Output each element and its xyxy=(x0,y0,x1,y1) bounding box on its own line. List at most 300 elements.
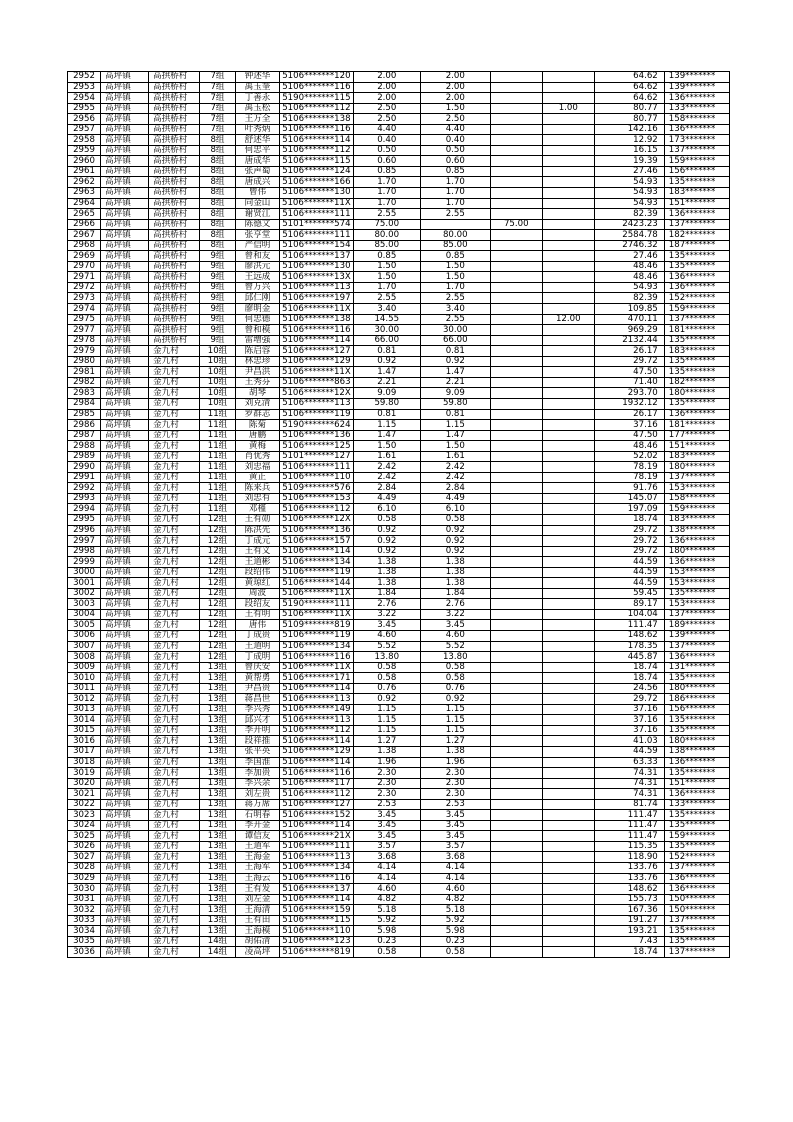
cell-village: 金九村 xyxy=(149,367,200,378)
cell-name: 王海云 xyxy=(236,873,280,884)
cell-amount: 59.45 xyxy=(594,588,664,599)
cell-area-b xyxy=(490,820,542,831)
cell-total-area: 1.50 xyxy=(353,261,420,272)
cell-area-c xyxy=(542,588,594,599)
cell-name: 黄正 xyxy=(236,472,280,483)
cell-area-b xyxy=(490,209,542,220)
cell-amount: 2423.23 xyxy=(594,219,664,230)
cell-town: 高坪镇 xyxy=(101,282,149,293)
cell-village: 金九村 xyxy=(149,641,200,652)
cell-total-area: 75.00 xyxy=(353,219,420,230)
cell-area-b xyxy=(490,388,542,399)
cell-name: 王有明 xyxy=(236,609,280,620)
cell-phone: 180******* xyxy=(664,736,729,747)
cell-area-c xyxy=(542,398,594,409)
cell-group: 13组 xyxy=(200,810,236,821)
cell-group: 13组 xyxy=(200,852,236,863)
cell-town: 高坪镇 xyxy=(101,156,149,167)
cell-area-b xyxy=(490,747,542,758)
cell-group: 8组 xyxy=(200,135,236,146)
cell-phone: 135******* xyxy=(664,251,729,262)
cell-area-c xyxy=(542,430,594,441)
cell-amount: 111.47 xyxy=(594,810,664,821)
cell-name: 钟述华 xyxy=(236,72,280,83)
table-row xyxy=(68,103,730,114)
cell-town: 高坪镇 xyxy=(101,441,149,452)
cell-phone: 136******* xyxy=(664,93,729,104)
cell-name: 尹昌贵 xyxy=(236,683,280,694)
cell-row-number: 3004 xyxy=(68,609,101,620)
cell-name: 凌高坪 xyxy=(236,947,280,958)
cell-total-area: 14.55 xyxy=(353,314,420,325)
cell-phone: 137******* xyxy=(664,641,729,652)
cell-amount: 54.93 xyxy=(594,177,664,188)
table-row xyxy=(68,873,730,884)
cell-row-number: 3029 xyxy=(68,873,101,884)
cell-area-c xyxy=(542,135,594,146)
table-row xyxy=(68,325,730,336)
cell-area-c xyxy=(542,863,594,874)
cell-amount: 104.04 xyxy=(594,609,664,620)
cell-town: 高坪镇 xyxy=(101,588,149,599)
cell-area-a: 3.45 xyxy=(420,831,490,842)
cell-area-c xyxy=(542,335,594,346)
cell-area-b xyxy=(490,683,542,694)
cell-area-c: 12.00 xyxy=(542,314,594,325)
cell-town: 高坪镇 xyxy=(101,430,149,441)
cell-village: 金九村 xyxy=(149,546,200,557)
cell-town: 高坪镇 xyxy=(101,472,149,483)
cell-id-number: 5106*******116 xyxy=(280,652,354,663)
cell-name: 曾万兴 xyxy=(236,282,280,293)
cell-group: 12组 xyxy=(200,536,236,547)
cell-name: 王道军 xyxy=(236,841,280,852)
cell-name: 丁善永 xyxy=(236,93,280,104)
cell-id-number: 5106*******137 xyxy=(280,884,354,895)
cell-village: 金九村 xyxy=(149,462,200,473)
cell-id-number: 5106*******119 xyxy=(280,409,354,420)
cell-id-number: 5106*******130 xyxy=(280,188,354,199)
cell-id-number: 5106*******136 xyxy=(280,525,354,536)
cell-amount: 18.74 xyxy=(594,662,664,673)
cell-area-a: 4.40 xyxy=(420,124,490,135)
table-row xyxy=(68,398,730,409)
cell-id-number: 5106*******119 xyxy=(280,567,354,578)
cell-area-c xyxy=(542,82,594,93)
cell-total-area: 4.60 xyxy=(353,884,420,895)
cell-town: 高坪镇 xyxy=(101,863,149,874)
cell-village: 金九村 xyxy=(149,894,200,905)
cell-area-c xyxy=(542,156,594,167)
cell-town: 高坪镇 xyxy=(101,398,149,409)
cell-total-area: 1.61 xyxy=(353,451,420,462)
cell-row-number: 3030 xyxy=(68,884,101,895)
cell-area-b xyxy=(490,863,542,874)
cell-phone: 181******* xyxy=(664,325,729,336)
cell-area-a: 0.60 xyxy=(420,156,490,167)
cell-row-number: 3013 xyxy=(68,704,101,715)
cell-group: 13组 xyxy=(200,704,236,715)
cell-town: 高坪镇 xyxy=(101,114,149,125)
table-row xyxy=(68,430,730,441)
cell-area-c xyxy=(542,841,594,852)
cell-area-a: 1.50 xyxy=(420,261,490,272)
cell-area-a: 3.45 xyxy=(420,620,490,631)
cell-area-c xyxy=(542,514,594,525)
cell-id-number: 5190*******115 xyxy=(280,93,354,104)
cell-village: 金九村 xyxy=(149,673,200,684)
cell-village: 金九村 xyxy=(149,715,200,726)
cell-row-number: 3015 xyxy=(68,725,101,736)
cell-area-c xyxy=(542,725,594,736)
cell-area-a: 0.92 xyxy=(420,536,490,547)
cell-row-number: 2998 xyxy=(68,546,101,557)
cell-area-b xyxy=(490,166,542,177)
cell-town: 高坪镇 xyxy=(101,609,149,620)
cell-total-area: 2.55 xyxy=(353,293,420,304)
cell-name: 何忠德 xyxy=(236,314,280,325)
cell-area-b xyxy=(490,905,542,916)
cell-area-a: 4.60 xyxy=(420,884,490,895)
cell-area-a: 0.58 xyxy=(420,947,490,958)
cell-area-b xyxy=(490,472,542,483)
cell-group: 10组 xyxy=(200,377,236,388)
cell-amount: 26.17 xyxy=(594,346,664,357)
cell-area-c xyxy=(542,715,594,726)
cell-area-b xyxy=(490,662,542,673)
cell-group: 14组 xyxy=(200,936,236,947)
cell-group: 7组 xyxy=(200,93,236,104)
cell-area-a: 1.38 xyxy=(420,747,490,758)
cell-phone: 135******* xyxy=(664,715,729,726)
table-row xyxy=(68,789,730,800)
cell-total-area: 1.15 xyxy=(353,420,420,431)
cell-group: 12组 xyxy=(200,546,236,557)
cell-phone: 135******* xyxy=(664,725,729,736)
table-row xyxy=(68,230,730,241)
cell-town: 高坪镇 xyxy=(101,124,149,135)
cell-area-b xyxy=(490,557,542,568)
cell-town: 高坪镇 xyxy=(101,483,149,494)
cell-group: 10组 xyxy=(200,398,236,409)
cell-group: 13组 xyxy=(200,863,236,874)
cell-group: 12组 xyxy=(200,652,236,663)
cell-amount: 145.07 xyxy=(594,493,664,504)
cell-group: 13组 xyxy=(200,831,236,842)
cell-row-number: 3010 xyxy=(68,673,101,684)
cell-phone: 135******* xyxy=(664,936,729,947)
cell-area-c xyxy=(542,768,594,779)
cell-area-b xyxy=(490,177,542,188)
cell-area-b xyxy=(490,609,542,620)
cell-area-a: 2.42 xyxy=(420,462,490,473)
cell-village: 高拱桥村 xyxy=(149,325,200,336)
cell-area-c xyxy=(542,673,594,684)
cell-town: 高坪镇 xyxy=(101,514,149,525)
cell-id-number: 5106*******819 xyxy=(280,947,354,958)
cell-area-b xyxy=(490,304,542,315)
cell-row-number: 2973 xyxy=(68,293,101,304)
cell-phone: 137******* xyxy=(664,609,729,620)
cell-id-number: 5106*******112 xyxy=(280,145,354,156)
cell-group: 13组 xyxy=(200,915,236,926)
cell-total-area: 4.49 xyxy=(353,493,420,504)
cell-area-c xyxy=(542,546,594,557)
cell-area-c xyxy=(542,652,594,663)
cell-group: 13组 xyxy=(200,873,236,884)
cell-village: 金九村 xyxy=(149,451,200,462)
cell-name: 叶秀炳 xyxy=(236,124,280,135)
cell-area-c xyxy=(542,504,594,515)
cell-phone: 135******* xyxy=(664,810,729,821)
cell-row-number: 2957 xyxy=(68,124,101,135)
cell-area-b xyxy=(490,926,542,937)
cell-area-a: 2.55 xyxy=(420,293,490,304)
cell-village: 金九村 xyxy=(149,789,200,800)
cell-total-area: 13.80 xyxy=(353,652,420,663)
cell-area-b xyxy=(490,694,542,705)
cell-row-number: 2992 xyxy=(68,483,101,494)
cell-area-b xyxy=(490,282,542,293)
cell-area-c xyxy=(542,947,594,958)
cell-amount: 89.17 xyxy=(594,599,664,610)
cell-area-c xyxy=(542,166,594,177)
cell-area-b xyxy=(490,335,542,346)
cell-total-area: 0.81 xyxy=(353,409,420,420)
cell-id-number: 5106*******111 xyxy=(280,841,354,852)
cell-amount: 44.59 xyxy=(594,578,664,589)
cell-town: 高坪镇 xyxy=(101,799,149,810)
cell-total-area: 5.92 xyxy=(353,915,420,926)
cell-area-a: 1.70 xyxy=(420,177,490,188)
cell-area-b xyxy=(490,514,542,525)
cell-phone: 131******* xyxy=(664,662,729,673)
cell-town: 高坪镇 xyxy=(101,462,149,473)
cell-phone: 133******* xyxy=(664,103,729,114)
cell-total-area: 4.14 xyxy=(353,863,420,874)
cell-town: 高坪镇 xyxy=(101,620,149,631)
cell-total-area: 0.92 xyxy=(353,525,420,536)
cell-id-number: 5106*******12X xyxy=(280,388,354,399)
table-row xyxy=(68,209,730,220)
cell-row-number: 3033 xyxy=(68,915,101,926)
cell-name: 李开明 xyxy=(236,725,280,736)
cell-total-area: 3.57 xyxy=(353,841,420,852)
cell-area-c xyxy=(542,462,594,473)
cell-name: 陈菊 xyxy=(236,420,280,431)
cell-area-c xyxy=(542,630,594,641)
cell-area-a: 2.30 xyxy=(420,789,490,800)
cell-id-number: 5106*******116 xyxy=(280,325,354,336)
cell-id-number: 5106*******863 xyxy=(280,377,354,388)
cell-town: 高坪镇 xyxy=(101,420,149,431)
cell-town: 高坪镇 xyxy=(101,145,149,156)
cell-amount: 54.93 xyxy=(594,188,664,199)
cell-name: 刘克清 xyxy=(236,398,280,409)
cell-row-number: 2968 xyxy=(68,240,101,251)
cell-row-number: 3011 xyxy=(68,683,101,694)
cell-name: 舒述华 xyxy=(236,135,280,146)
cell-area-a: 0.81 xyxy=(420,346,490,357)
cell-area-a: 1.70 xyxy=(420,188,490,199)
cell-row-number: 2990 xyxy=(68,462,101,473)
cell-id-number: 5106*******120 xyxy=(280,72,354,83)
cell-total-area: 2.30 xyxy=(353,768,420,779)
cell-group: 7组 xyxy=(200,103,236,114)
cell-village: 金九村 xyxy=(149,831,200,842)
cell-id-number: 5106*******127 xyxy=(280,799,354,810)
cell-total-area: 0.50 xyxy=(353,145,420,156)
cell-town: 高坪镇 xyxy=(101,641,149,652)
cell-town: 高坪镇 xyxy=(101,704,149,715)
cell-phone: 139******* xyxy=(664,630,729,641)
cell-total-area: 1.50 xyxy=(353,441,420,452)
cell-id-number: 5106*******137 xyxy=(280,251,354,262)
cell-area-c xyxy=(542,620,594,631)
cell-group: 12组 xyxy=(200,630,236,641)
cell-total-area: 1.84 xyxy=(353,588,420,599)
cell-amount: 27.46 xyxy=(594,166,664,177)
cell-name: 禹玉奎 xyxy=(236,82,280,93)
cell-area-a: 30.00 xyxy=(420,325,490,336)
cell-row-number: 3014 xyxy=(68,715,101,726)
cell-amount: 12.92 xyxy=(594,135,664,146)
cell-area-c xyxy=(542,124,594,135)
cell-row-number: 2994 xyxy=(68,504,101,515)
cell-town: 高坪镇 xyxy=(101,652,149,663)
cell-group: 13组 xyxy=(200,894,236,905)
cell-total-area: 1.38 xyxy=(353,747,420,758)
cell-name: 廖洪元 xyxy=(236,261,280,272)
cell-row-number: 3002 xyxy=(68,588,101,599)
cell-village: 金九村 xyxy=(149,947,200,958)
cell-group: 13组 xyxy=(200,673,236,684)
table-row xyxy=(68,356,730,367)
cell-phone: 137******* xyxy=(664,863,729,874)
cell-id-number: 5106*******116 xyxy=(280,124,354,135)
table-row xyxy=(68,346,730,357)
cell-area-a: 0.58 xyxy=(420,514,490,525)
cell-amount: 24.56 xyxy=(594,683,664,694)
cell-phone: 180******* xyxy=(664,683,729,694)
cell-name: 王秀芬 xyxy=(236,377,280,388)
cell-village: 高拱桥村 xyxy=(149,103,200,114)
cell-amount: 111.47 xyxy=(594,820,664,831)
cell-row-number: 2978 xyxy=(68,335,101,346)
cell-amount: 54.93 xyxy=(594,198,664,209)
cell-area-c xyxy=(542,114,594,125)
cell-amount: 148.62 xyxy=(594,884,664,895)
cell-area-c xyxy=(542,683,594,694)
cell-area-c xyxy=(542,799,594,810)
cell-area-c xyxy=(542,388,594,399)
cell-town: 高坪镇 xyxy=(101,725,149,736)
cell-amount: 78.19 xyxy=(594,472,664,483)
cell-area-a: 1.38 xyxy=(420,557,490,568)
cell-group: 10组 xyxy=(200,388,236,399)
cell-town: 高坪镇 xyxy=(101,915,149,926)
cell-phone: 153******* xyxy=(664,599,729,610)
cell-village: 高拱桥村 xyxy=(149,219,200,230)
cell-area-c xyxy=(542,662,594,673)
cell-name: 唐鹏 xyxy=(236,430,280,441)
cell-town: 高坪镇 xyxy=(101,757,149,768)
cell-name: 丁成元 xyxy=(236,536,280,547)
cell-group: 13组 xyxy=(200,841,236,852)
cell-group: 9组 xyxy=(200,272,236,283)
table-row xyxy=(68,282,730,293)
table-row xyxy=(68,768,730,779)
cell-area-a: 2.50 xyxy=(420,114,490,125)
cell-phone: 135******* xyxy=(664,177,729,188)
cell-amount: 37.16 xyxy=(594,715,664,726)
cell-total-area: 59.80 xyxy=(353,398,420,409)
cell-phone: 137******* xyxy=(664,145,729,156)
cell-area-c xyxy=(542,261,594,272)
cell-town: 高坪镇 xyxy=(101,377,149,388)
cell-village: 金九村 xyxy=(149,873,200,884)
cell-amount: 26.17 xyxy=(594,409,664,420)
cell-row-number: 3023 xyxy=(68,810,101,821)
cell-phone: 183******* xyxy=(664,514,729,525)
cell-area-c xyxy=(542,894,594,905)
cell-village: 高拱桥村 xyxy=(149,82,200,93)
cell-total-area: 1.15 xyxy=(353,715,420,726)
cell-phone: 182******* xyxy=(664,230,729,241)
cell-group: 8组 xyxy=(200,219,236,230)
cell-town: 高坪镇 xyxy=(101,356,149,367)
cell-total-area: 0.92 xyxy=(353,546,420,557)
cell-village: 金九村 xyxy=(149,652,200,663)
cell-name: 段绍友 xyxy=(236,599,280,610)
cell-town: 高坪镇 xyxy=(101,409,149,420)
cell-town: 高坪镇 xyxy=(101,747,149,758)
cell-area-b xyxy=(490,894,542,905)
cell-area-a: 5.18 xyxy=(420,905,490,916)
cell-row-number: 2961 xyxy=(68,166,101,177)
cell-row-number: 3024 xyxy=(68,820,101,831)
cell-amount: 133.76 xyxy=(594,873,664,884)
cell-area-a: 5.52 xyxy=(420,641,490,652)
cell-name: 曾和模 xyxy=(236,325,280,336)
cell-town: 高坪镇 xyxy=(101,736,149,747)
cell-group: 13组 xyxy=(200,926,236,937)
cell-village: 高拱桥村 xyxy=(149,177,200,188)
cell-town: 高坪镇 xyxy=(101,166,149,177)
cell-group: 8组 xyxy=(200,177,236,188)
cell-group: 8组 xyxy=(200,230,236,241)
cell-name: 刘忠福 xyxy=(236,462,280,473)
cell-village: 金九村 xyxy=(149,799,200,810)
cell-village: 金九村 xyxy=(149,514,200,525)
cell-village: 高拱桥村 xyxy=(149,135,200,146)
cell-area-a: 5.92 xyxy=(420,915,490,926)
cell-row-number: 2984 xyxy=(68,398,101,409)
cell-amount: 2132.44 xyxy=(594,335,664,346)
cell-row-number: 2985 xyxy=(68,409,101,420)
cell-total-area: 2.21 xyxy=(353,377,420,388)
cell-id-number: 5106*******127 xyxy=(280,346,354,357)
cell-total-area: 2.00 xyxy=(353,72,420,83)
cell-town: 高坪镇 xyxy=(101,72,149,83)
cell-name: 严信明 xyxy=(236,240,280,251)
cell-id-number: 5106*******114 xyxy=(280,135,354,146)
table-row xyxy=(68,72,730,83)
cell-name: 李兴秀 xyxy=(236,704,280,715)
table-row xyxy=(68,652,730,663)
cell-village: 高拱桥村 xyxy=(149,240,200,251)
cell-group: 9组 xyxy=(200,335,236,346)
